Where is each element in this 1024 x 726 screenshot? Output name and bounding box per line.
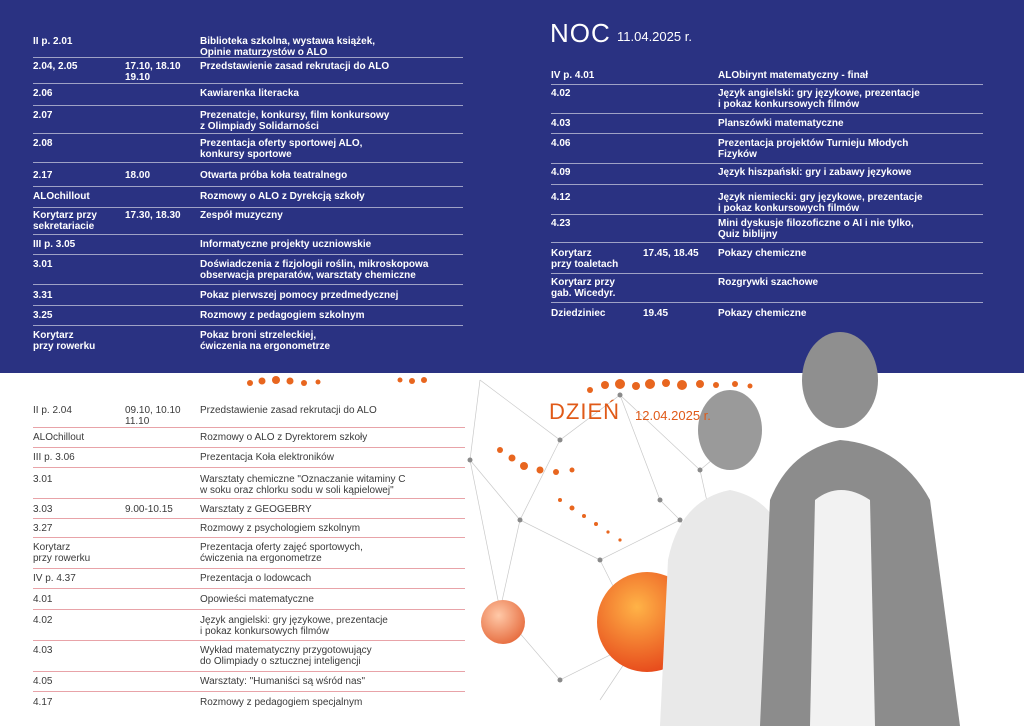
table-row — [33, 645, 465, 672]
row-room: 4.06 — [551, 138, 571, 149]
row-event: Prezenatcje, konkursy, film konkursowy z Olimpiady Solidarności — [200, 110, 390, 132]
row-event: Język niemiecki: gry językowe, prezentacje i pokaz konkursowych filmów — [718, 192, 923, 214]
row-event: Pokazy chemiczne — [718, 308, 807, 319]
table-row — [551, 88, 983, 114]
row-room: Korytarz przy sekretariacie — [33, 210, 97, 232]
day-title: DZIEŃ — [549, 399, 620, 424]
row-room: 4.02 — [33, 615, 53, 626]
row-event: Biblioteka szkolna, wystawa książek, Opinie maturzystów o ALO — [200, 36, 376, 58]
table-row — [33, 405, 465, 428]
table-row — [551, 308, 983, 322]
table-row — [33, 523, 465, 538]
table-row — [551, 138, 983, 164]
row-room: 4.23 — [551, 218, 571, 229]
row-event: Wykład matematyczny przygotowujący do Olimpiady o sztucznej inteligencji — [200, 645, 372, 667]
table-row — [551, 218, 983, 243]
row-room: 3.01 — [33, 474, 53, 485]
table-row — [33, 61, 463, 84]
row-event: Rozgrywki szachowe — [718, 277, 819, 288]
table-row — [33, 170, 463, 187]
table-row — [551, 118, 983, 134]
row-room: Korytarz przy rowerku — [33, 542, 91, 564]
row-time: 17.30, 18.30 — [125, 210, 181, 221]
table-row — [33, 259, 463, 285]
row-time: 9.00-10.15 — [125, 504, 173, 515]
table-row — [33, 542, 465, 569]
row-event: Warsztaty: "Humaniści są wśród nas" — [200, 676, 366, 687]
table-row — [33, 88, 463, 106]
row-room: II p. 2.01 — [33, 36, 73, 47]
row-room: 4.03 — [33, 645, 53, 656]
row-event: Rozmowy z pedagogiem szkolnym — [200, 310, 365, 321]
row-event: Prezentacja Koła elektroników — [200, 452, 334, 463]
table-row — [33, 676, 465, 692]
row-room: ALOchillout — [33, 432, 85, 443]
table-row — [33, 615, 465, 641]
table-row — [33, 191, 463, 208]
row-room: 2.07 — [33, 110, 53, 121]
table-row — [551, 248, 983, 274]
row-room: 2.06 — [33, 88, 53, 99]
row-event: Rozmowy z pedagogiem specjalnym — [200, 697, 363, 708]
row-event: Pokaz broni strzeleckiej, ćwiczenia na ergonometrze — [200, 330, 331, 352]
row-room: 4.01 — [33, 594, 53, 605]
row-event: Warsztaty chemiczne "Oznaczanie witaminy C w soku oraz chlorku sodu w soli kąpielowej" — [200, 474, 406, 496]
row-event: Prezentacja oferty zajęć sportowych, ćwiczenia na ergonometrze — [200, 542, 363, 564]
table-row — [33, 239, 463, 255]
row-room: 4.05 — [33, 676, 53, 687]
row-event: Język hiszpański: gry i zabawy językowe — [718, 167, 912, 178]
table-row — [33, 36, 463, 58]
table-row — [551, 277, 983, 303]
row-room: 4.09 — [551, 167, 571, 178]
table-row — [33, 504, 465, 519]
row-event: Opowieści matematyczne — [200, 594, 314, 605]
table-row — [33, 330, 463, 356]
row-event: Planszówki matematyczne — [718, 118, 844, 129]
row-room: 2.17 — [33, 170, 53, 181]
row-room: 3.27 — [33, 523, 53, 534]
row-event: Prezentacja projektów Turnieju Młodych Fizyków — [718, 138, 909, 160]
row-room: 3.01 — [33, 259, 53, 270]
row-event: Kawiarenka literacka — [200, 88, 299, 99]
row-room: 2.04, 2.05 — [33, 61, 78, 72]
row-event: Otwarta próba koła teatralnego — [200, 170, 348, 181]
row-room: ALOchillout — [33, 191, 90, 202]
row-room: Korytarz przy gab. Wicedyr. — [551, 277, 616, 299]
day-date: 12.04.2025 r. — [635, 408, 711, 423]
row-room: IV p. 4.37 — [33, 573, 76, 584]
row-event: Pokazy chemiczne — [718, 248, 807, 259]
row-event: Język angielski: gry językowe, prezentacje i pokaz konkursowych filmów — [718, 88, 920, 110]
row-event: Prezentacja oferty sportowej ALO, konkursy sportowe — [200, 138, 363, 160]
row-event: Rozmowy z psychologiem szkolnym — [200, 523, 361, 534]
table-row — [33, 138, 463, 163]
row-time: 18.00 — [125, 170, 151, 181]
row-event: Mini dyskusje filozoficzne o AI i nie tylko, Quiz biblijny — [718, 218, 914, 240]
row-event: Warsztaty z GEOGEBRY — [200, 504, 312, 515]
row-room: Korytarz przy toaletach — [551, 248, 619, 270]
table-row — [33, 110, 463, 134]
row-event: Informatyczne projekty uczniowskie — [200, 239, 372, 250]
row-room: 3.31 — [33, 290, 53, 301]
row-event: Prezentacja o lodowcach — [200, 573, 312, 584]
row-room: IV p. 4.01 — [551, 70, 595, 81]
row-time: 19.45 — [643, 308, 669, 319]
row-room: 4.12 — [551, 192, 571, 203]
table-row — [551, 192, 983, 215]
row-room: Dziedziniec — [551, 308, 606, 319]
row-room: 2.08 — [33, 138, 53, 149]
table-row — [33, 573, 465, 589]
table-row — [33, 210, 463, 235]
row-room: 4.17 — [33, 697, 53, 708]
table-row — [33, 452, 465, 468]
row-room: II p. 2.04 — [33, 405, 72, 416]
night-title: NOC — [550, 18, 611, 48]
table-row — [33, 594, 465, 610]
row-event: Przedstawienie zasad rekrutacji do ALO — [200, 61, 390, 72]
row-event: Rozmowy o ALO z Dyrekcją szkoły — [200, 191, 365, 202]
row-room: Korytarz przy rowerku — [33, 330, 96, 352]
row-event: Pokaz pierwszej pomocy przedmedycznej — [200, 290, 399, 301]
table-row — [33, 290, 463, 306]
table-row — [33, 474, 465, 499]
table-row — [33, 697, 465, 712]
row-room: 3.25 — [33, 310, 53, 321]
row-event: Zespół muzyczny — [200, 210, 283, 221]
row-room: 3.03 — [33, 504, 53, 515]
row-room: 4.02 — [551, 88, 571, 99]
row-event: Język angielski: gry językowe, prezentacje i pokaz konkursowych filmów — [200, 615, 388, 637]
table-row — [33, 432, 465, 448]
row-event: Rozmowy o ALO z Dyrektorem szkoły — [200, 432, 368, 443]
night-date: 11.04.2025 r. — [617, 29, 692, 44]
row-room: III p. 3.05 — [33, 239, 76, 250]
table-row — [551, 167, 983, 185]
row-time: 17.45, 18.45 — [643, 248, 699, 259]
table-row — [33, 310, 463, 326]
row-event: Przedstawienie zasad rekrutacji do ALO — [200, 405, 377, 416]
table-row — [551, 70, 983, 85]
row-event: ALObirynt matematyczny - finał — [718, 70, 869, 81]
row-time: 09.10, 10.10 11.10 — [125, 405, 181, 427]
row-time: 17.10, 18.10 19.10 — [125, 61, 181, 83]
row-event: Doświadczenia z fizjologii roślin, mikroskopowa obserwacja preparatów, warsztaty chemiczne — [200, 259, 429, 281]
row-room: III p. 3.06 — [33, 452, 75, 463]
row-room: 4.03 — [551, 118, 571, 129]
